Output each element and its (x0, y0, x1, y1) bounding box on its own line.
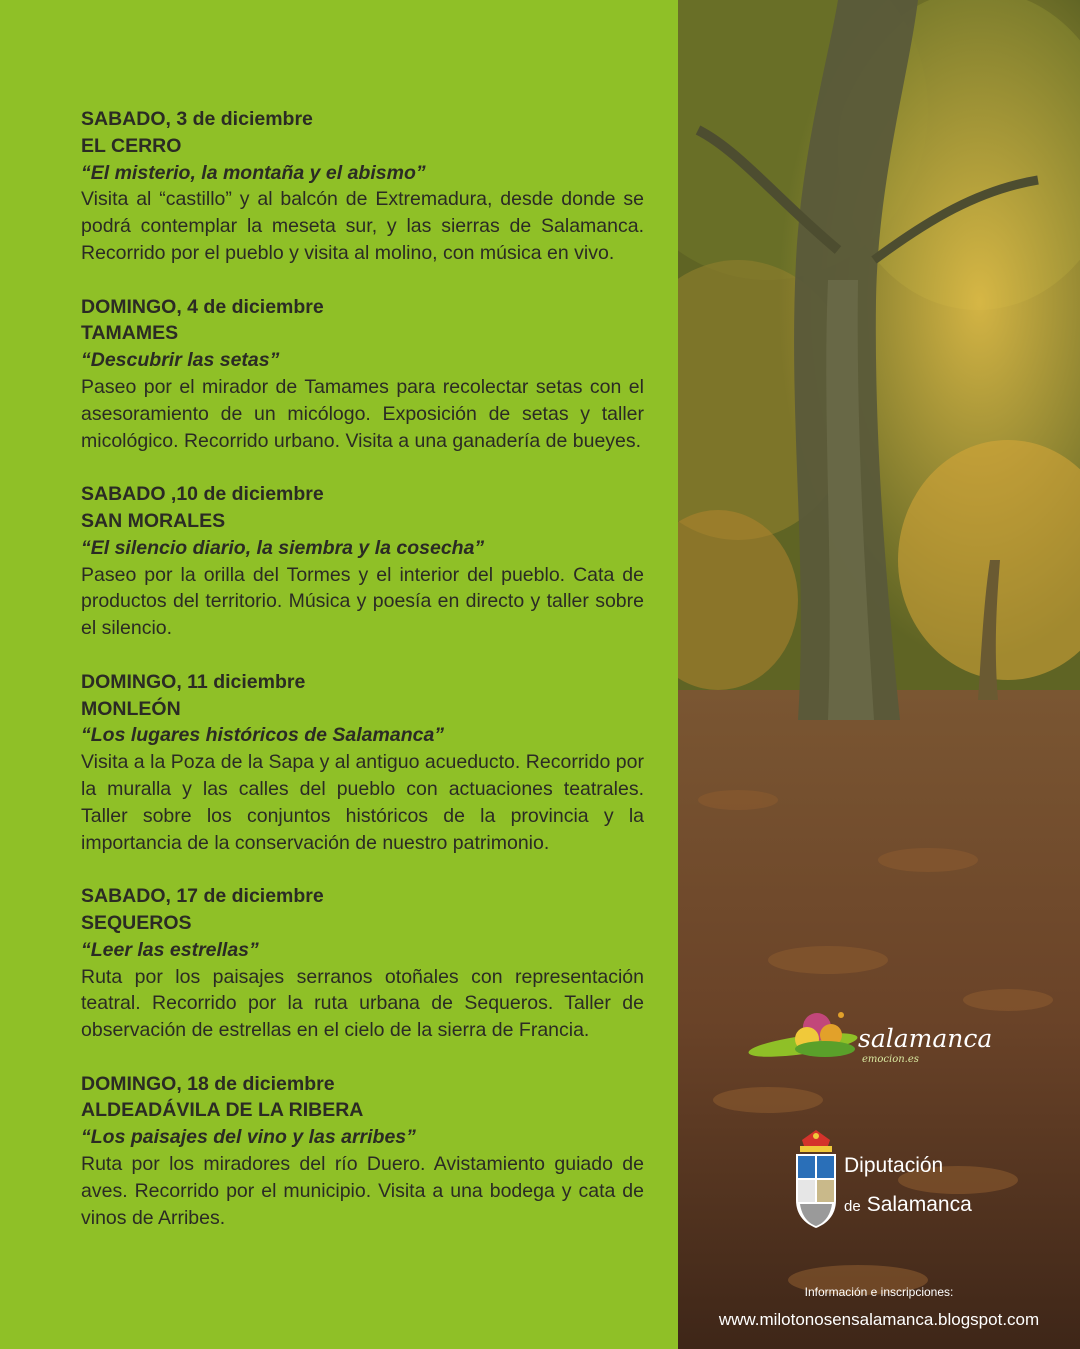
event-date: DOMINGO, 11 diciembre (81, 670, 306, 693)
event-item (81, 883, 644, 1044)
event-item (81, 481, 644, 642)
tree-illustration (678, 0, 1080, 1349)
event-description: Visita al “castillo” y al balcón de Extremadura, desde donde se podrá contemplar la meseta sur, y las sierras de Salamanca. Recorrido por el pueblo y visita al molino, con música en vivo. (81, 188, 644, 264)
event-place: EL CERRO (81, 134, 182, 157)
diputacion-province (844, 1193, 972, 1217)
event-description: Visita a la Poza de la Sapa y al antiguo acueducto. Recorrido por la muralla y las calles del pueblo con actuaciones teatrales. Taller sobre los conjuntos históricos de la provincia y la importancia de la conservación de nuestro patrimonio. (81, 751, 644, 854)
event-place: SAN MORALES (81, 509, 226, 532)
salamanca-logo-word: salamanca (858, 1024, 993, 1053)
event-item (81, 1071, 644, 1232)
event-title: “Los paisajes del vino y las arribes” (81, 1126, 416, 1149)
event-description: Paseo por la orilla del Tormes y el interior del pueblo. Cata de productos del territorio. Música y poesía en directo y taller sobre el silencio. (81, 563, 644, 640)
website-link[interactable]: www.milotonosensalamanca.blogspot.com (718, 1310, 1040, 1329)
event-place: SEQUEROS (81, 911, 192, 934)
event-item (81, 106, 644, 267)
event-description: Ruta por los paisajes serranos otoñales con representación teatral. Recorrido por la ruta urbana de Sequeros. Taller de observación de estrellas en el cielo de la sierra de Francia. (81, 965, 644, 1042)
event-description: Ruta por los miradores del río Duero. Avistamiento guiado de aves. Recorrido por el municipio. Visita a una bodega y cata de vinos de Arribes. (81, 1153, 644, 1229)
event-date: SABADO, 3 de diciembre (81, 108, 313, 130)
event-title: “El misterio, la montaña y el abismo” (81, 161, 426, 184)
event-title: “El silencio diario, la siembra y la cosecha” (81, 536, 485, 559)
autumn-tree-photo (678, 0, 1080, 1349)
event-place: TAMAMES (81, 322, 179, 345)
diputacion-name: Diputación (844, 1154, 944, 1177)
event-item (81, 669, 644, 857)
info-label: Información e inscripciones: (804, 1285, 954, 1299)
diputacion-province-name: Salamanca (866, 1193, 972, 1216)
event-date: DOMINGO, 18 de diciembre (81, 1072, 335, 1095)
salamanca-logo-subtitle: emocion.es (862, 1054, 919, 1065)
event-title: “Los lugares históricos de Salamanca” (81, 724, 445, 747)
event-description: Paseo por el mirador de Tamames para recolectar setas con el asesoramiento de un micólogo. Exposición de setas y taller micológico. Recorrido urbano. Visita a una ganadería de bueyes. (81, 375, 644, 452)
event-date: DOMINGO, 4 de diciembre (81, 295, 324, 318)
event-place: ALDEADÁVILA DE LA RIBERA (81, 1099, 364, 1122)
event-list (81, 106, 644, 1258)
event-title: “Descubrir las setas” (81, 349, 280, 372)
event-place: MONLEÓN (81, 697, 181, 720)
diputacion-de: de (844, 1198, 861, 1215)
diputacion-shield-icon (792, 1130, 840, 1230)
event-date: SABADO, 17 de diciembre (81, 885, 324, 908)
event-title: “Leer las estrellas” (81, 938, 259, 961)
event-date: SABADO ,10 de diciembre (81, 483, 324, 506)
event-item (81, 294, 644, 455)
